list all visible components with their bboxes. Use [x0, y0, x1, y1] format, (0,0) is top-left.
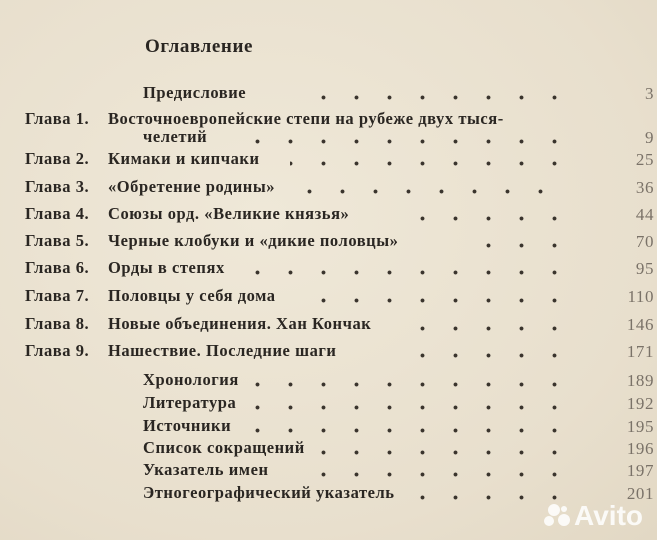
entry-title: Новые объединения. Хан Кончак: [108, 314, 372, 333]
toc-entry: [0, 232, 657, 254]
leader-dots: [400, 216, 571, 221]
chapter-label: Глава 6.: [25, 258, 90, 277]
entry-title: Союзы орд. «Великие князья»: [108, 204, 350, 223]
leader-dots: [240, 382, 571, 387]
entry-title: Кимаки и кипчаки: [108, 149, 260, 168]
page-number: 9: [644, 128, 654, 147]
toc-entry: [0, 342, 657, 364]
entry-title: Указатель имен: [143, 460, 269, 479]
page-number: 196: [626, 439, 654, 458]
toc-entry: [0, 178, 657, 200]
page-number: 146: [626, 315, 654, 334]
entry-title: Источники: [143, 416, 232, 435]
leader-dots: [300, 189, 557, 194]
page-number: 201: [626, 484, 654, 503]
toc-entry: [0, 205, 657, 227]
entry-title: Список сокращений: [143, 438, 305, 457]
avito-wordmark: Avito: [574, 500, 643, 531]
toc-entry: [0, 461, 657, 483]
page-number: 197: [626, 461, 654, 480]
entry-title: Орды в степях: [108, 258, 225, 277]
leader-dots: [300, 472, 571, 477]
entry-title-continuation: челетий: [143, 127, 208, 146]
page-number: 95: [635, 259, 654, 278]
entry-title: Половцы у себя дома: [108, 286, 276, 305]
page-number: 44: [635, 205, 654, 224]
page-number: 36: [635, 178, 654, 197]
toc-heading: Оглавление: [145, 36, 254, 57]
chapter-label: Глава 4.: [25, 204, 90, 223]
page-number: 25: [635, 150, 654, 169]
entry-title: Восточноевропейские степи на рубеже двух тыся-: [108, 109, 504, 128]
toc-entry: [0, 439, 657, 461]
page-number: 192: [626, 394, 654, 413]
leader-dots: [240, 428, 571, 433]
leader-dots: [300, 298, 571, 303]
entry-title: «Обретение родины»: [108, 177, 276, 196]
avito-logo-icon: [544, 504, 570, 528]
toc-entry: [0, 417, 657, 439]
leader-dots: [240, 405, 571, 410]
entry-title: Литература: [143, 393, 237, 412]
toc-entry: [0, 287, 657, 309]
chapter-label: Глава 2.: [25, 149, 90, 168]
toc-entry: [0, 371, 657, 393]
page-number: 195: [626, 417, 654, 436]
chapter-label: Глава 9.: [25, 341, 90, 360]
entry-title: Хронология: [143, 370, 239, 389]
chapter-label: Глава 3.: [25, 177, 90, 196]
leader-dots: [420, 326, 571, 331]
toc-entry: [0, 150, 657, 172]
entry-title: Нашествие. Последние шаги: [108, 341, 337, 360]
toc-entry: [0, 84, 657, 106]
leader-dots: [395, 353, 571, 358]
chapter-label: Глава 5.: [25, 231, 90, 250]
leader-dots: [460, 243, 571, 248]
avito-watermark: [544, 500, 643, 532]
entry-title: Предисловие: [143, 83, 247, 102]
leader-dots: [290, 161, 571, 166]
chapter-label: Глава 1.: [25, 109, 90, 128]
toc-entry: [0, 259, 657, 281]
entry-title: Этногеографический указатель: [143, 483, 395, 502]
page-number: 70: [635, 232, 654, 251]
leader-dots: [320, 450, 571, 455]
toc-entry: [0, 315, 657, 337]
toc-entry: [0, 394, 657, 416]
leader-dots: [300, 95, 571, 100]
leader-dots: [240, 139, 571, 144]
chapter-label: Глава 8.: [25, 314, 90, 333]
chapter-label: Глава 7.: [25, 286, 90, 305]
page-number: 171: [626, 342, 654, 361]
page-number: 3: [644, 84, 654, 103]
page-number: 110: [627, 287, 654, 306]
entry-title: Черные клобуки и «дикие половцы»: [108, 231, 399, 250]
toc-entry-continuation: [0, 128, 657, 150]
page-number: 189: [626, 371, 654, 390]
leader-dots: [250, 270, 571, 275]
